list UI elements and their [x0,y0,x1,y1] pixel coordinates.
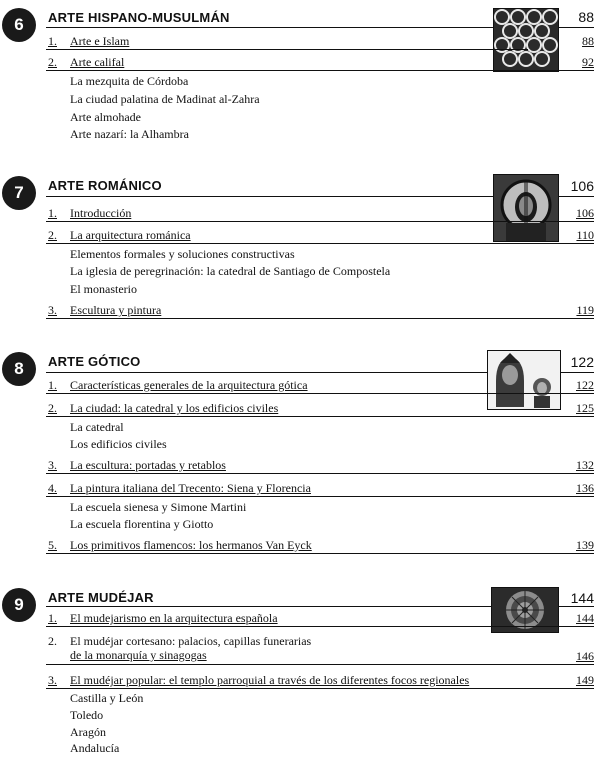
toc-entry[interactable]: 2. Arte califal 92 [48,55,594,69]
toc-subentry[interactable]: Elementos formales y soluciones constructivas [70,247,295,261]
toc-subentry[interactable]: Aragón [70,725,106,739]
toc-subentry[interactable]: Arte nazarí: la Alhambra [70,127,189,141]
toc-subentry[interactable]: Andalucía [70,741,120,755]
chapter-title[interactable]: ARTE ROMÁNICO [48,178,162,193]
chapter-title[interactable]: ARTE HISPANO-MUSULMÁN [48,10,230,25]
toc-entry[interactable]: 1. Introducción 106 [48,206,594,220]
toc-subentry[interactable]: El monasterio [70,282,137,296]
toc-subentry[interactable]: Los edificios civiles [70,437,167,451]
toc-entry[interactable]: 3. El mudéjar popular: el templo parroquial a través de los diferentes focos regionales 149 [48,673,594,687]
chapter-title[interactable]: ARTE GÓTICO [48,354,141,369]
chapter-number-badge: 7 [2,176,36,210]
toc-subentry[interactable]: Toledo [70,708,104,722]
chapter-number-badge: 6 [2,8,36,42]
toc-entry[interactable]: 2. La arquitectura románica 110 [48,228,594,242]
toc-entry[interactable]: 1. Arte e Islam [46,34,528,50]
toc-entry[interactable]: 5. Los primitivos flamencos: los hermanos Van Eyck 139 [48,538,594,552]
toc-entry[interactable]: 4. La pintura italiana del Trecento: Siena y Florencia 136 [48,481,594,495]
toc-subentry[interactable]: La escuela sienesa y Simone Martini [70,500,247,514]
chapter-page: 122 [570,354,594,370]
toc-entry[interactable]: 2. La ciudad: la catedral y los edificios civiles 125 [48,401,594,415]
toc-entry[interactable]: 3. Escultura y pintura 119 [48,303,594,317]
chapter-title[interactable]: ARTE MUDÉJAR [48,590,154,605]
chapter-number-badge: 8 [2,352,36,386]
toc-entry[interactable]: 3. La escultura: portadas y retablos 132 [48,458,594,472]
toc-subentry[interactable]: La escuela florentina y Giotto [70,517,214,531]
chapter-page: 88 [578,9,594,25]
toc-entry-page: 88 [582,34,594,48]
toc-entry[interactable]: 1. Características generales de la arquitectura gótica 122 [48,378,594,392]
toc-subentry[interactable]: La mezquita de Córdoba [70,74,189,88]
toc-subentry[interactable]: La iglesia de peregrinación: la catedral de Santiago de Compostela [70,264,391,278]
chapter-page: 106 [570,178,594,194]
toc-entry[interactable]: 2. El mudéjar cortesano: palacios, capillas funerarias de la monarquía y sinagogas 146 [48,634,594,663]
toc-subentry[interactable]: La catedral [70,420,124,434]
chapter-number-badge: 9 [2,588,36,622]
toc-subentry[interactable]: Castilla y León [70,691,144,705]
toc-entry[interactable]: 1. El mudejarismo en la arquitectura española 144 [48,611,594,625]
chapter-page: 144 [570,590,594,606]
toc-subentry[interactable]: La ciudad palatina de Madinat al-Zahra [70,92,260,106]
toc-subentry[interactable]: Arte almohade [70,110,141,124]
